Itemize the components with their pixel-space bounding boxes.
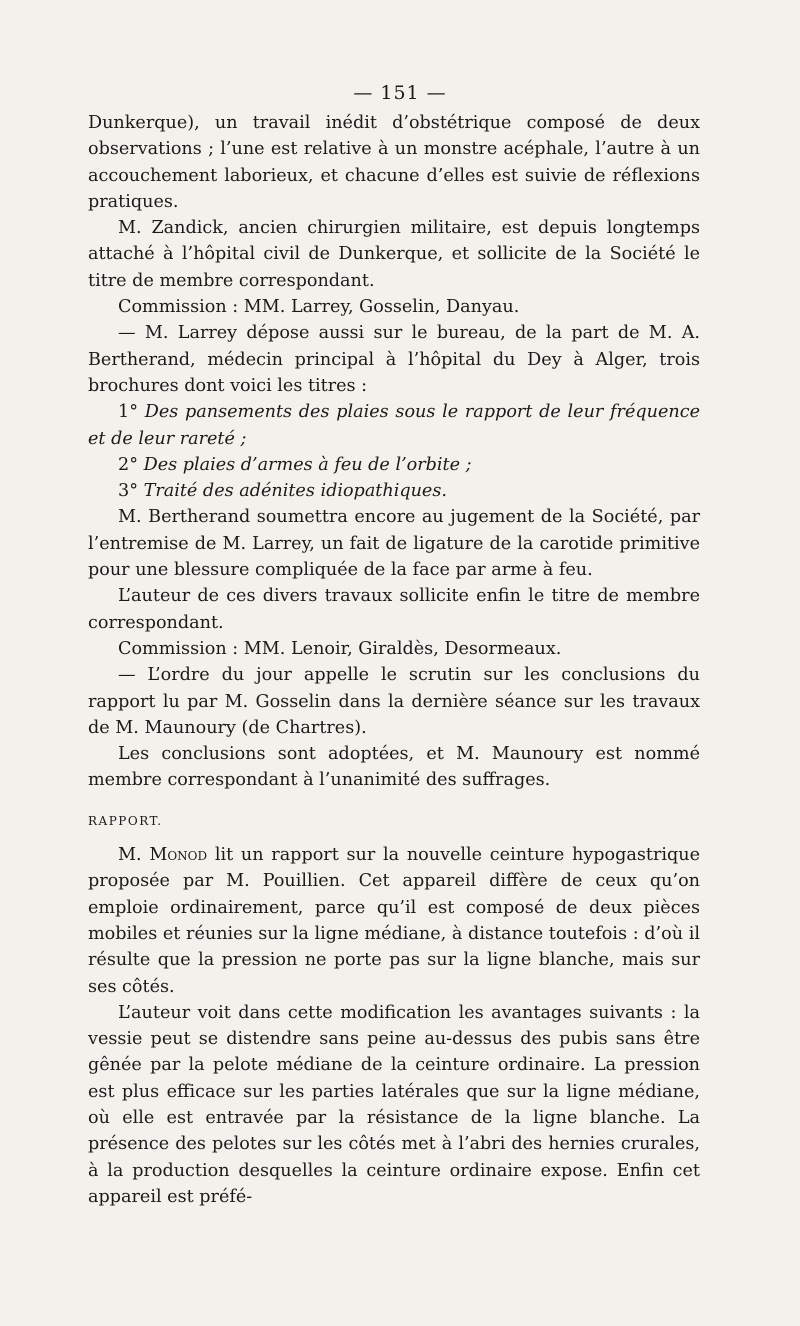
brochure-item [88, 478, 700, 504]
section-heading: RAPPORT. [88, 813, 163, 828]
paragraph: Commission : MM. Lenoir, Giraldès, Desormeaux. [118, 638, 562, 659]
paragraph: — M. Larrey dépose aussi sur le bureau, de la part de M. A. Bertherand, médecin principal à l’hôpital du Dey à Alger, trois brochures dont voici les titres : [88, 323, 700, 396]
brochure-item [88, 452, 700, 478]
paragraph: L’auteur voit dans cette modification les avantages suivants : la vessie peut se distendre sans peine au-dessus des pubis sans être gênée par la pelote médiane de la ceinture ordinaire. La pression est plus efficace sur les parties latérales que sur la ligne médiane, où elle est entravée par la résistance de la ligne blanche. La présence des pelotes sur les côtés met à l’abri des hernies crurales, à la production desquelles la ceinture ordinaire expose. Enfin cet appareil est préfé- [88, 1002, 700, 1207]
brochure-number: 2° [118, 454, 138, 475]
paragraph: Dunkerque), un travail inédit d’obstétrique composé de deux observations ; l’une est relative à un monstre acéphale, l’autre à un accouchement laborieux, et chacune d’elles est suivie de réflexions pratiques. [88, 113, 700, 212]
brochure-title: Traité des adénites idiopathiques. [143, 481, 447, 502]
paragraph: M. Bertherand soumettra encore au jugement de la Société, par l’entremise de M. Larrey, un fait de ligature de la carotide primitive pour une blessure compliquée de la face par arme à feu. [88, 507, 700, 581]
paragraph: L’auteur de ces divers travaux sollicite enfin le titre de membre correspondant. [88, 586, 700, 633]
brochure-number: 3° [118, 481, 138, 502]
paragraph: Les conclusions sont adoptées, et M. Maunoury est nommé membre correspondant à l’unanimité des suffrages. [88, 744, 700, 791]
brochure-title: Des pansements des plaies sous le rapport de leur fréquence et de leur rareté ; [88, 402, 700, 449]
paragraph: — L’ordre du jour appelle le scrutin sur les conclusions du rapport lu par M. Gosselin dans la dernière séance sur les travaux de M. Maunoury (de Chartres). [88, 665, 700, 738]
brochure-item [88, 399, 700, 452]
paragraph: M. Zandick, ancien chirurgien militaire, est depuis longtemps attaché à l’hôpital civil de Dunkerque, et sollicite de la Société le titre de membre correspondant. [88, 218, 700, 291]
paragraph [88, 842, 700, 1000]
brochure-title: Des plaies d’armes à feu de l’orbite ; [143, 454, 472, 475]
rapport-author: M. Monod [118, 845, 208, 866]
body-text [88, 110, 700, 1210]
paragraph: Commission : MM. Larrey, Gosselin, Danyau. [118, 297, 520, 318]
rapport-text: lit un rapport sur la nouvelle ceinture hypogastrique proposée par M. Pouillien. Cet appareil diffère de ceux qu’on emploie ordinairement, parce qu’il est composé de deux pièces mobiles et réunies sur la ligne médiane, à distance toutefois : d’où il résulte que la pression ne porte pas sur la ligne blanche, mais sur ses côtés. [88, 845, 700, 997]
page-number: — 151 — [353, 82, 447, 104]
brochure-number: 1° [118, 402, 138, 423]
